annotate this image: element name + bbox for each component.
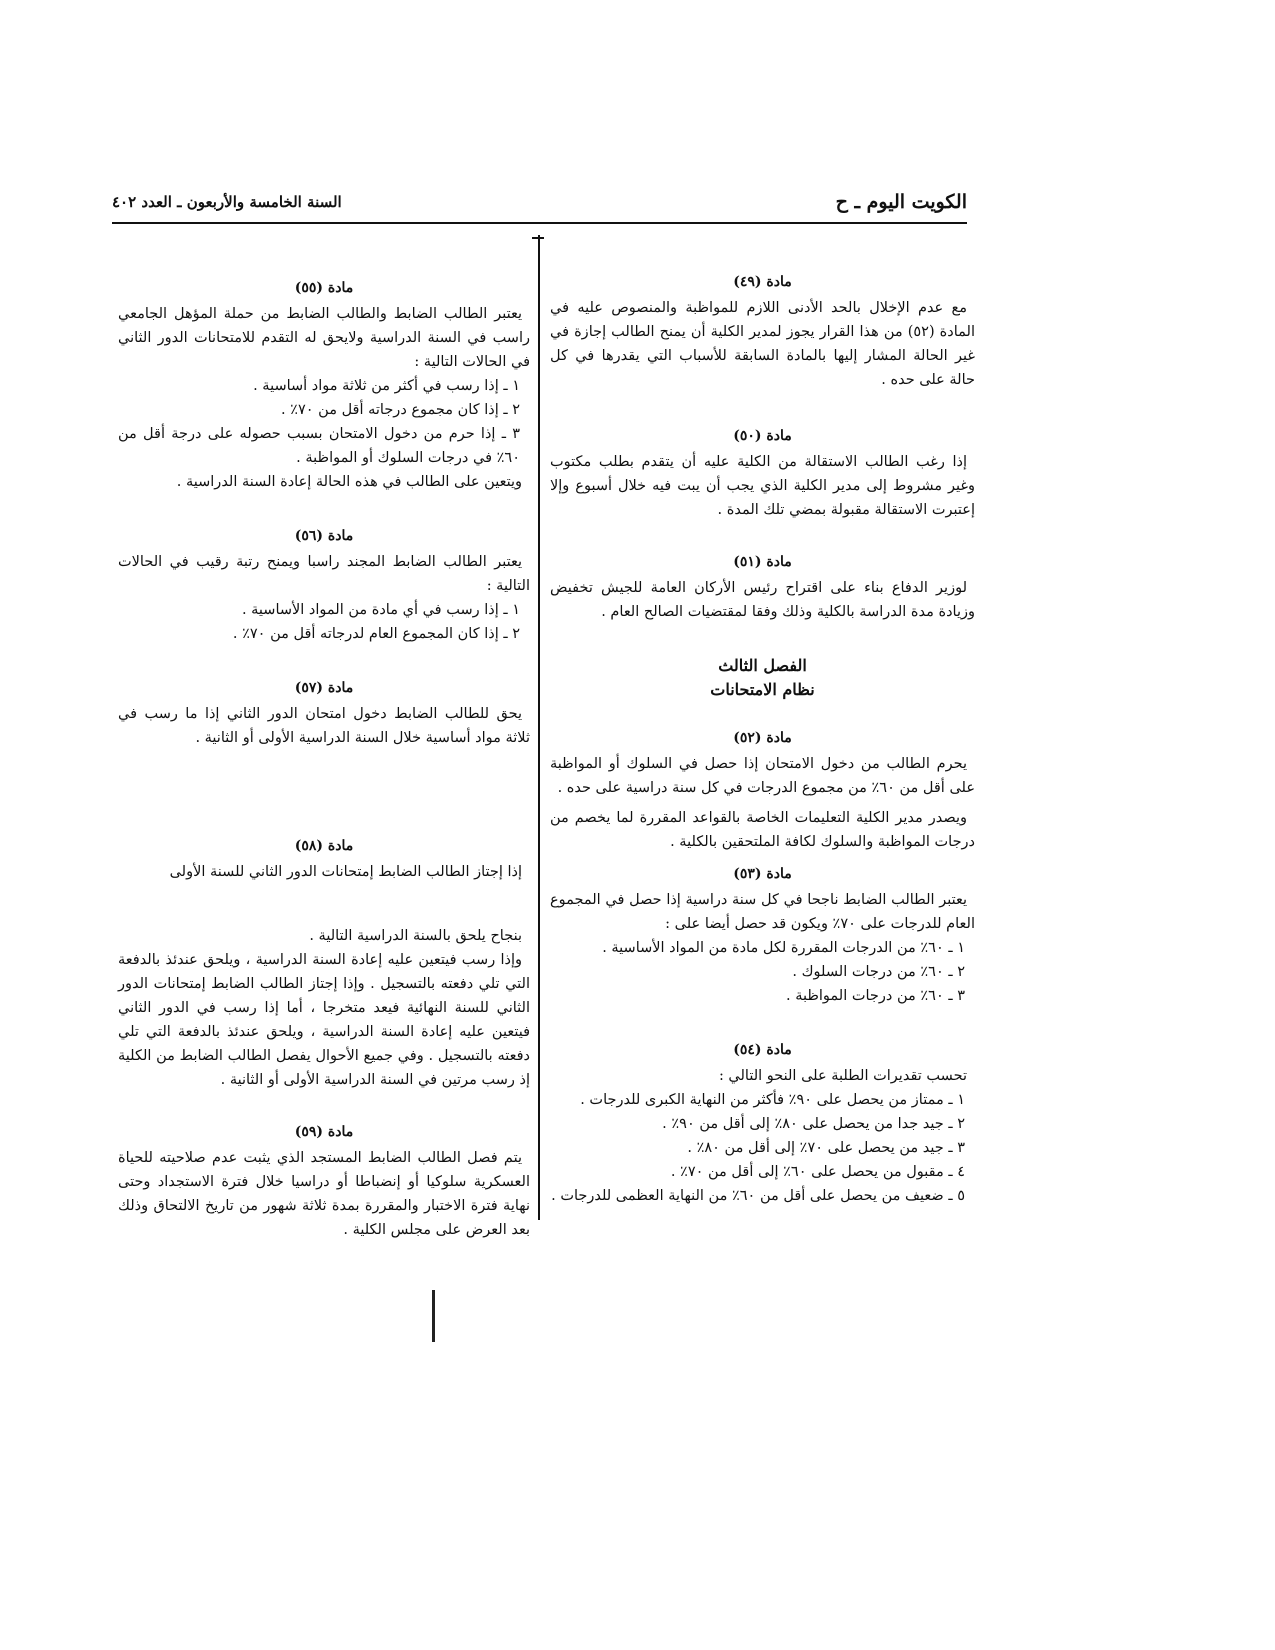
article-title: مادة (٥٢) [733, 730, 792, 746]
article-52 [550, 726, 975, 854]
article-57 [118, 676, 530, 750]
article-58 [118, 834, 530, 1092]
article-49 [550, 270, 975, 392]
article-title: مادة (٥٨) [294, 838, 354, 854]
list-item: ٢ ـ إذا كان المجموع العام لدرجاته أقل من ٧٠٪ . [232, 626, 520, 642]
article-54 [550, 1038, 975, 1208]
left-column [118, 276, 530, 1264]
article-50 [550, 424, 975, 522]
list-item: ٣ ـ جيد من يحصل على ٧٠٪ إلى أقل من ٨٠٪ . [687, 1140, 965, 1156]
scan-mark [432, 1290, 435, 1342]
article-text-2: بنجاح يلحق بالسنة الدراسية التالية . [309, 928, 522, 944]
list-item: ٢ ـ جيد جدا من يحصل على ٨٠٪ إلى أقل من ٩٠٪ . [662, 1116, 965, 1132]
chapter-heading [550, 654, 975, 702]
list-item: ١ ـ ٦٠٪ من الدرجات المقررة لكل مادة من المواد الأساسية . [602, 940, 965, 956]
article-text: يتم فصل الطالب الضابط المستجد الذي يثبت عدم صلاحيته للحياة العسكرية سلوكيا أو إنضباطا أو دراسيا خلال فترة الاستجداد وحتى نهاية فترة الاختبار والمقررة بمدة ثلاثة شهور من تاريخ الالتحاق وذلك بعد العرض على مجلس الكلية . [118, 1150, 530, 1238]
list-item: ٥ ـ ضعيف من يحصل على أقل من ٦٠٪ من النهاية العظمى للدرجات . [551, 1188, 965, 1204]
list-item: ٤ ـ مقبول من يحصل على ٦٠٪ إلى أقل من ٧٠٪ . [670, 1164, 965, 1180]
article-text: يحرم الطالب من دخول الامتحان إذا حصل في السلوك أو المواظبة على أقل من ٦٠٪ من مجموع الدرجات في كل سنة دراسية على حده . [550, 756, 975, 796]
article-title: مادة (٥٩) [294, 1124, 354, 1140]
article-title: مادة (٥٤) [733, 1042, 792, 1058]
list-item: ١ ـ إذا رسب في أي مادة من المواد الأساسية . [241, 602, 520, 618]
spacer [118, 772, 530, 834]
article-55 [118, 276, 530, 494]
issue-info: السنة الخامسة والأربعون ـ العدد ٤٠٢ [112, 193, 342, 211]
page-header [112, 191, 967, 219]
article-59 [118, 1120, 530, 1242]
list-item: ١ ـ إذا رسب في أكثر من ثلاثة مواد أساسية . [253, 378, 520, 394]
article-title: مادة (٥٠) [733, 428, 792, 444]
article-title: مادة (٥٦) [294, 528, 354, 544]
article-text: مع عدم الإخلال بالحد الأدنى اللازم للمواظبة والمنصوص عليه في المادة (٥٢) من هذا القرار يجوز لمدير الكلية أن يمنح الطالب إجازة في غير الحالة المشار إليها بالمادة السابقة للأسباب التي يقدرها في كل حالة على حده . [550, 300, 975, 388]
column-divider-tick [532, 237, 544, 239]
article-title: مادة (٥٥) [294, 280, 354, 296]
article-51 [550, 550, 975, 624]
article-title: مادة (٥١) [733, 554, 792, 570]
article-53 [550, 862, 975, 1008]
article-text: لوزير الدفاع بناء على اقتراح رئيس الأركان العامة للجيش تخفيض وزيادة مدة الدراسة بالكلية وذلك وفقا لمقتضيات الصالح العام . [550, 580, 975, 620]
article-text-2: ويتعين على الطالب في هذه الحالة إعادة السنة الدراسية . [176, 474, 522, 490]
chapter-name: نظام الامتحانات [710, 680, 815, 699]
article-text-3: وإذا رسب فيتعين عليه إعادة السنة الدراسية ، ويلحق عندئذ بالدفعة التي تلي دفعته بالتسجيل . وإذا إجتاز الطالب الضابط إمتحانات الدور الثاني للسنة النهائية فيعد متخرجا ، أما إذا رسب في الدور الثاني فيتعين عليه إعادة السنة الدراسية ، ويلحق عندئذ بالدفعة التي تلي دفعته بالتسجيل . وفي جميع الأحوال يفصل الطالب الضابط من الكلية إذ رسب مرتين في السنة الدراسية الأولى أو الثانية . [118, 952, 530, 1088]
article-title: مادة (٥٧) [294, 680, 354, 696]
article-text: يعتبر الطالب الضابط ناجحا في كل سنة دراسية إذا حصل في المجموع العام للدرجات على ٧٠٪ ويكون قد حصل أيضا على : [550, 892, 975, 932]
list-item: ١ ـ ممتاز من يحصل على ٩٠٪ فأكثر من النهاية الكبرى للدرجات . [580, 1092, 965, 1108]
article-text: يعتبر الطالب الضابط والطالب الضابط من حملة المؤهل الجامعي راسب في السنة الدراسية ولايحق له التقدم للامتحانات الدور الثاني في الحالات التالية : [118, 306, 530, 370]
article-text: يعتبر الطالب الضابط المجند راسبا ويمنح رتبة رقيب في الحالات التالية : [118, 554, 530, 594]
list-item: ٣ ـ ٦٠٪ من درجات المواظبة . [785, 988, 965, 1004]
article-text-2: ويصدر مدير الكلية التعليمات الخاصة بالقواعد المقررة لما يخصم من درجات المواظبة والسلوك لكافة الملتحقين بالكلية . [550, 810, 975, 850]
article-text: إذا رغب الطالب الاستقالة من الكلية عليه أن يتقدم بطلب مكتوب وغير مشروط إلى مدير الكلية الذي يجب أن يبت فيه خلال أسبوع وإلا إعتبرت الاستقالة مقبولة بمضي تلك المدة . [550, 454, 975, 518]
right-column [550, 270, 975, 1230]
article-title: مادة (٥٣) [733, 866, 792, 882]
article-text: يحق للطالب الضابط دخول امتحان الدور الثاني إذا ما رسب في ثلاثة مواد أساسية خلال السنة الدراسية الأولى أو الثانية . [118, 706, 530, 746]
publication-title: الكويت اليوم ـ ح [835, 191, 967, 213]
article-56 [118, 524, 530, 646]
column-divider [538, 235, 540, 1220]
article-text: تحسب تقديرات الطلبة على النحو التالي : [718, 1068, 967, 1084]
chapter-number: الفصل الثالث [718, 656, 807, 675]
list-item: ٣ ـ إذا حرم من دخول الامتحان بسبب حصوله على درجة أقل من ٦٠٪ في درجات السلوك أو المواظبة . [118, 426, 520, 466]
list-item: ٢ ـ ٦٠٪ من درجات السلوك . [792, 964, 965, 980]
article-text: إذا إجتاز الطالب الضابط إمتحانات الدور الثاني للسنة الأولى [169, 864, 522, 880]
article-title: مادة (٤٩) [733, 274, 792, 290]
list-item: ٢ ـ إذا كان مجموع درجاته أقل من ٧٠٪ . [280, 402, 520, 418]
spacer [118, 884, 530, 924]
header-rule [112, 222, 967, 224]
